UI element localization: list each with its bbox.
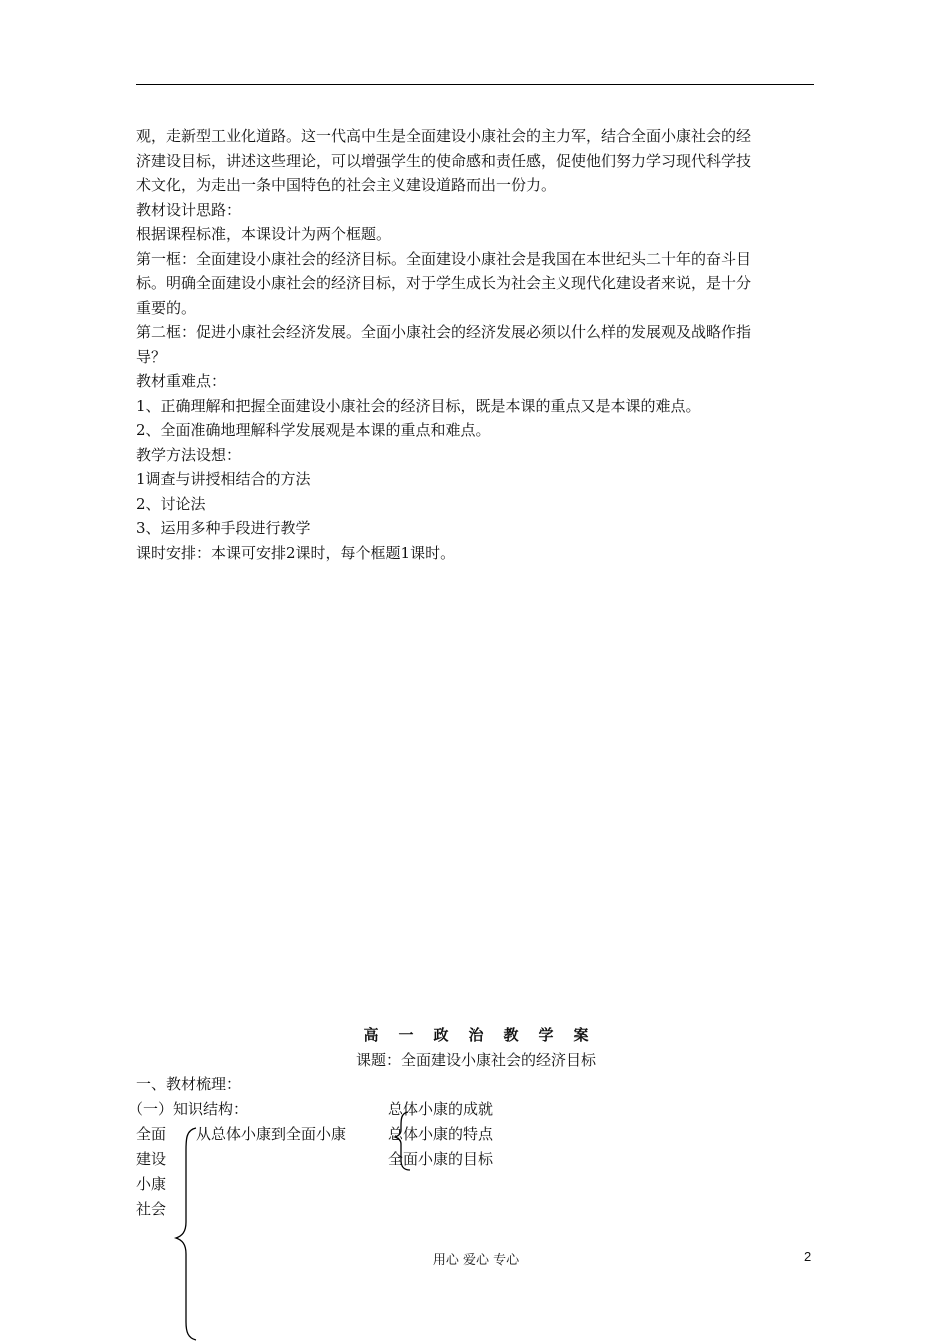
- body-line: 第二框：促进小康社会经济发展。全面小康社会的经济发展必须以什么样的发展观及战略作指: [136, 323, 752, 341]
- body-line: 1调查与讲授相结合的方法: [136, 470, 311, 488]
- structure-root-line: 社会: [136, 1200, 167, 1218]
- case-subtitle: 课题：全面建设小康社会的经济目标: [355, 1051, 596, 1069]
- structure-leaf: 全面小康的目标: [388, 1150, 494, 1168]
- body-line: 济建设目标，讲述这些理论，可以增强学生的使命感和责任感，促使他们努力学习现代科学技: [136, 151, 752, 170]
- structure-leaf: 总体小康的特点: [388, 1125, 494, 1143]
- body-line: 教材重难点：: [136, 372, 227, 390]
- section-heading: 一、教材梳理：: [136, 1075, 242, 1093]
- case-title: 高一政治教学案: [363, 1026, 609, 1044]
- page-footer: 用心 爱心 专心: [432, 1253, 520, 1268]
- body-line: 导？: [136, 347, 167, 366]
- subsection-heading: （一）知识结构：: [128, 1100, 249, 1118]
- body-line: 第一框：全面建设小康社会的经济目标。全面建设小康社会是我国在本世纪头二十年的奋斗目: [136, 249, 752, 268]
- body-line: 2、全面准确地理解科学发展观是本课的重点和难点。: [136, 421, 491, 439]
- small-brace: [395, 1112, 410, 1170]
- large-brace: [176, 1128, 196, 1340]
- body-line: 重要的。: [136, 298, 197, 317]
- body-line: 2、讨论法: [136, 494, 206, 513]
- page-number: 2: [804, 1249, 812, 1264]
- structure-branch: 从总体小康到全面小康: [196, 1125, 347, 1143]
- body-line: 标。明确全面建设小康社会的经济目标，对于学生成长为社会主义现代化建设者来说，是十分: [136, 274, 752, 292]
- body-line: 教材设计思路：: [136, 200, 242, 219]
- body-line: 根据课程标准，本课设计为两个框题。: [136, 225, 392, 243]
- body-line: 课时安排：本课可安排2课时，每个框题1课时。: [136, 543, 456, 562]
- structure-root-line: 小康: [136, 1175, 167, 1193]
- body-line: 观，走新型工业化道路。这一代高中生是全面建设小康社会的主力军，结合全面小康社会的经: [136, 127, 752, 145]
- structure-root-line: 建设: [136, 1150, 167, 1168]
- structure-leaf: 总体小康的成就: [388, 1100, 494, 1118]
- body-line: 1、正确理解和把握全面建设小康社会的经济目标，既是本课的重点又是本课的难点。: [136, 396, 701, 415]
- body-line: 3、运用多种手段进行教学: [136, 519, 311, 537]
- structure-root-line: 全面: [136, 1125, 167, 1143]
- body-line: 术文化，为走出一条中国特色的社会主义建设道路而出一份力。: [136, 176, 557, 194]
- body-line: 教学方法设想：: [136, 445, 242, 464]
